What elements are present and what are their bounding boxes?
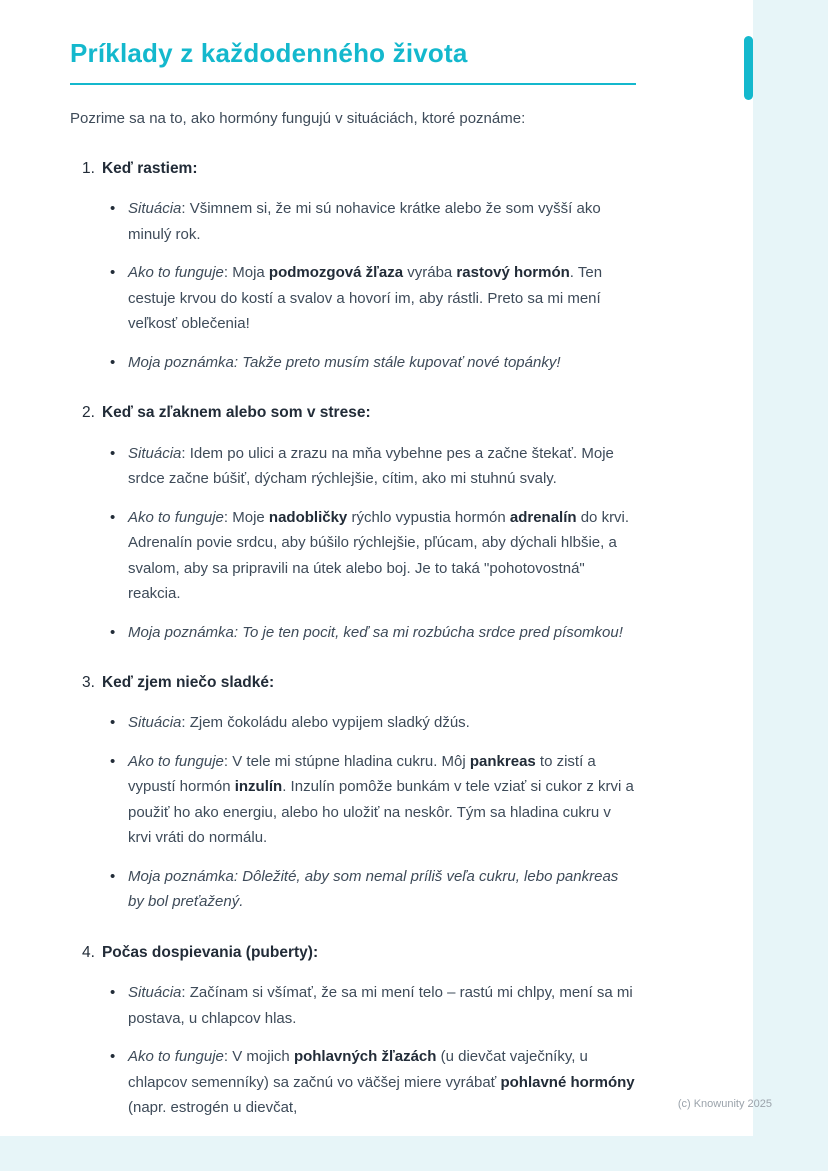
bullet-text xyxy=(128,1044,636,1121)
text-segment: Moja poznámka: Takže preto musím stále kupovať nové topánky! xyxy=(128,353,561,371)
bullet-list xyxy=(70,441,636,646)
section-heading xyxy=(70,941,636,964)
item-number: 3. xyxy=(82,674,95,691)
bullet-item xyxy=(70,350,636,376)
page-title: Príklady z každodenného života xyxy=(70,38,468,68)
text-segment: Situácia xyxy=(128,444,182,462)
bullet-marker: • xyxy=(110,264,116,282)
title-underline xyxy=(70,83,636,85)
bullet-item xyxy=(70,749,636,851)
text-segment: inzulín xyxy=(234,778,283,796)
bullet-marker: • xyxy=(110,752,116,770)
footer-text: (c) Knowunity 2025 xyxy=(677,1098,772,1110)
text-segment: : Moje xyxy=(223,508,269,526)
text-segment: : Všimnem si, že mi sú nohavice krátke alebo že som vyšší ako minulý rok. xyxy=(128,200,601,243)
bullet-text xyxy=(128,980,636,1031)
section-heading xyxy=(70,401,636,424)
text-segment: podmozgová žľaza xyxy=(268,264,404,282)
text-segment: : V tele mi stúpne hladina cukru. Môj xyxy=(223,752,470,770)
text-segment: Situácia xyxy=(128,984,182,1001)
bullet-text xyxy=(128,749,636,851)
text-segment: to zistí a vypustí hormón xyxy=(128,752,596,796)
item-heading: Keď zjem niečo sladké: xyxy=(101,674,275,691)
bullet-item xyxy=(70,620,636,646)
text-segment: Situácia xyxy=(128,714,182,732)
text-segment: vyrába xyxy=(403,264,457,282)
bullet-item xyxy=(70,441,636,492)
document-content xyxy=(70,38,636,1121)
list-item xyxy=(70,401,636,645)
bullet-marker: • xyxy=(110,353,116,371)
text-segment: Ako to funguje xyxy=(128,264,224,282)
text-segment: rýchlo vypustia hormón xyxy=(347,508,510,526)
bullet-list xyxy=(70,980,636,1121)
text-segment: : V mojich xyxy=(223,1048,294,1065)
list-item xyxy=(70,157,636,375)
text-segment: do krvi. Adrenalín povie srdcu, aby búšilo rýchlejšie, pľúcam, aby dýchali hlbšie, a svalom, aby sa pripravili na útek alebo boj. Je to taká "pohotovostná" reakcia. xyxy=(128,508,630,602)
text-segment: Situácia xyxy=(128,200,182,218)
text-segment: pankreas xyxy=(469,752,536,770)
text-segment: rastový hormón xyxy=(456,264,570,282)
numbered-list xyxy=(70,157,636,1121)
text-segment: : Začínam si všímať, že sa mi mení telo – rastú mi chlpy, mení sa mi postava, u chlapcov hlas. xyxy=(128,984,633,1027)
bullet-item xyxy=(70,1044,636,1121)
section-heading xyxy=(70,157,636,180)
bullet-item xyxy=(70,505,636,607)
text-segment: . Ten cestuje krvou do kostí a svalov a hovorí im, aby rástli. Preto sa mi mení veľkosť oblečenia! xyxy=(128,264,603,333)
text-segment: . Inzulín pomôže bunkám v tele vziať si cukor z krvi a použiť ho ako energiu, alebo ho uložiť na neskôr. Tým sa hladina cukru v krvi vráti do normálu. xyxy=(128,778,634,847)
bullet-marker: • xyxy=(110,623,116,641)
item-heading: Keď rastiem: xyxy=(101,160,198,177)
bullet-item xyxy=(70,710,636,736)
accent-bar xyxy=(744,36,753,100)
bullet-marker: • xyxy=(110,200,116,218)
bullet-text xyxy=(128,350,636,376)
bullet-item xyxy=(70,864,636,915)
item-number: 1. xyxy=(82,160,95,177)
item-heading: Keď sa zľaknem alebo som v strese: xyxy=(101,404,371,422)
text-segment: nadobličky xyxy=(268,508,348,526)
text-segment: Moja poznámka: Dôležité, aby som nemal príliš veľa cukru, lebo pankreas by bol preťažený. xyxy=(128,867,619,911)
bullet-text xyxy=(128,260,636,337)
bullet-item xyxy=(70,196,636,247)
bullet-text xyxy=(128,710,636,736)
text-segment: Moja poznámka: To je ten pocit, keď sa mi rozbúcha srdce pred písomkou! xyxy=(128,623,623,641)
bullet-marker: • xyxy=(110,444,116,462)
bullet-text xyxy=(128,864,636,915)
text-segment: : Idem po ulici a zrazu na mňa vybehne pes a začne štekať. Moje srdce začne búšiť, dýcham rýchlejšie, cítim, ako mi stuhnú svaly. xyxy=(128,444,614,487)
bullet-text xyxy=(128,620,636,646)
bullet-marker: • xyxy=(110,984,116,1001)
bullet-marker: • xyxy=(110,508,116,526)
intro-text: Pozrime sa na to, ako hormóny fungujú v situáciách, ktoré poznáme: xyxy=(70,110,526,127)
bullet-marker: • xyxy=(110,714,116,732)
text-segment: (napr. estrogén u dievčat, xyxy=(128,1099,298,1116)
text-segment: (u dievčat vaječníky, u chlapcov semenníky) sa začnú vo väčšej miere vyrábať xyxy=(128,1048,588,1091)
section-heading xyxy=(70,671,636,694)
bullet-text xyxy=(128,196,636,247)
text-segment: adrenalín xyxy=(509,508,577,526)
list-item xyxy=(70,671,636,915)
text-segment: : Zjem čokoládu alebo vypijem sladký džús. xyxy=(181,714,470,732)
bullet-item xyxy=(70,980,636,1031)
item-number: 2. xyxy=(82,404,95,422)
text-segment: Ako to funguje xyxy=(128,752,224,770)
item-number: 4. xyxy=(82,943,95,961)
bullet-list xyxy=(70,710,636,915)
text-segment: Ako to funguje xyxy=(128,1048,224,1065)
item-heading: Počas dospievania (puberty): xyxy=(101,943,319,961)
bullet-item xyxy=(70,260,636,337)
bullet-list xyxy=(70,196,636,375)
text-segment: pohlavných žľazách xyxy=(293,1048,437,1065)
text-segment: Ako to funguje xyxy=(128,508,224,526)
bullet-text xyxy=(128,505,636,607)
text-segment: pohlavné hormóny xyxy=(500,1073,635,1091)
text-segment: : Moja xyxy=(223,264,269,282)
list-item xyxy=(70,941,636,1121)
bullet-marker: • xyxy=(110,1048,116,1065)
bullet-text xyxy=(128,441,636,492)
bullet-marker: • xyxy=(110,867,116,885)
